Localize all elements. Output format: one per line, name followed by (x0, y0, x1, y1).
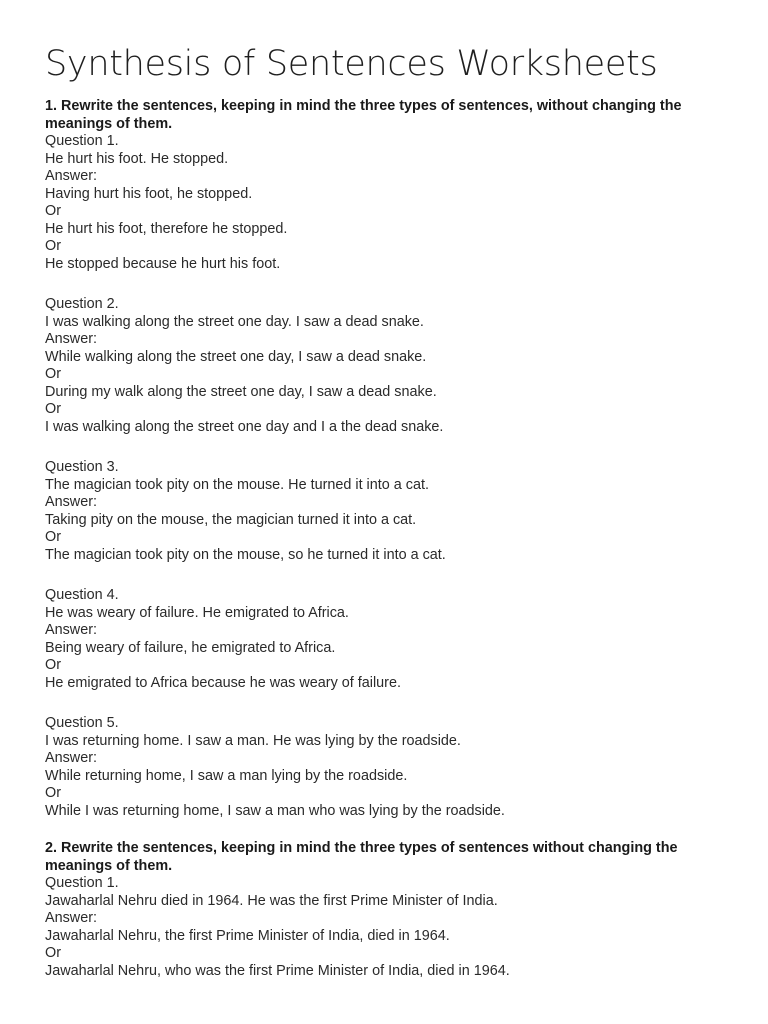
question-prompt: Jawaharlal Nehru died in 1964. He was the first Prime Minister of India. (45, 892, 498, 909)
page-title: Synthesis of Sentences Worksheets (45, 44, 658, 84)
or-separator: Or (45, 945, 61, 961)
answer-line: While returning home, I saw a man lying by the roadside. (45, 767, 408, 784)
answer-line: Taking pity on the mouse, the magician turned it into a cat. (45, 511, 417, 528)
question-block (45, 459, 723, 564)
answer-line: Having hurt his foot, he stopped. (45, 185, 253, 202)
or-separator: Or (45, 203, 61, 219)
answer-line: While walking along the street one day, I saw a dead snake. (45, 348, 427, 365)
section-heading: 2. Rewrite the sentences, keeping in mind the three types of sentences without changing the meanings of them. (45, 840, 678, 874)
answer-line: During my walk along the street one day, I saw a dead snake. (45, 383, 437, 400)
question-label: Question 4. (45, 587, 119, 603)
question-block (45, 715, 723, 820)
or-separator: Or (45, 366, 61, 382)
question-label: Question 1. (45, 875, 119, 891)
answer-line: Jawaharlal Nehru, the first Prime Minister of India, died in 1964. (45, 927, 450, 944)
or-separator: Or (45, 238, 61, 254)
question-prompt: The magician took pity on the mouse. He turned it into a cat. (45, 476, 429, 493)
question-label: Question 2. (45, 296, 119, 312)
answer-label: Answer: (45, 168, 97, 184)
question-block (45, 296, 723, 436)
answer-line: He stopped because he hurt his foot. (45, 255, 281, 272)
or-separator: Or (45, 401, 61, 417)
section-heading: 1. Rewrite the sentences, keeping in mind the three types of sentences, without changing the meanings of them. (45, 98, 682, 132)
answer-line: While I was returning home, I saw a man who was lying by the roadside. (45, 802, 505, 819)
answer-line: Being weary of failure, he emigrated to Africa. (45, 639, 336, 656)
question-label: Question 1. (45, 133, 119, 149)
answer-line: The magician took pity on the mouse, so he turned it into a cat. (45, 546, 446, 563)
question-prompt: I was walking along the street one day. I saw a dead snake. (45, 313, 424, 330)
or-separator: Or (45, 657, 61, 673)
or-separator: Or (45, 529, 61, 545)
question-prompt: He hurt his foot. He stopped. (45, 150, 229, 167)
question-block (45, 587, 723, 692)
answer-line: Jawaharlal Nehru, who was the first Prime Minister of India, died in 1964. (45, 962, 510, 979)
answer-label: Answer: (45, 750, 97, 766)
question-label: Question 5. (45, 715, 119, 731)
or-separator: Or (45, 785, 61, 801)
answer-line: He emigrated to Africa because he was weary of failure. (45, 674, 401, 691)
section-1 (45, 98, 723, 820)
answer-label: Answer: (45, 622, 97, 638)
answer-label: Answer: (45, 331, 97, 347)
question-prompt: I was returning home. I saw a man. He was lying by the roadside. (45, 732, 461, 749)
question-prompt: He was weary of failure. He emigrated to Africa. (45, 604, 349, 621)
question-block (45, 875, 723, 980)
question-block (45, 133, 723, 273)
answer-line: He hurt his foot, therefore he stopped. (45, 220, 288, 237)
answer-label: Answer: (45, 494, 97, 510)
section-2 (45, 840, 723, 980)
answer-label: Answer: (45, 910, 97, 926)
answer-line: I was walking along the street one day and I a the dead snake. (45, 418, 444, 435)
question-label: Question 3. (45, 459, 119, 475)
